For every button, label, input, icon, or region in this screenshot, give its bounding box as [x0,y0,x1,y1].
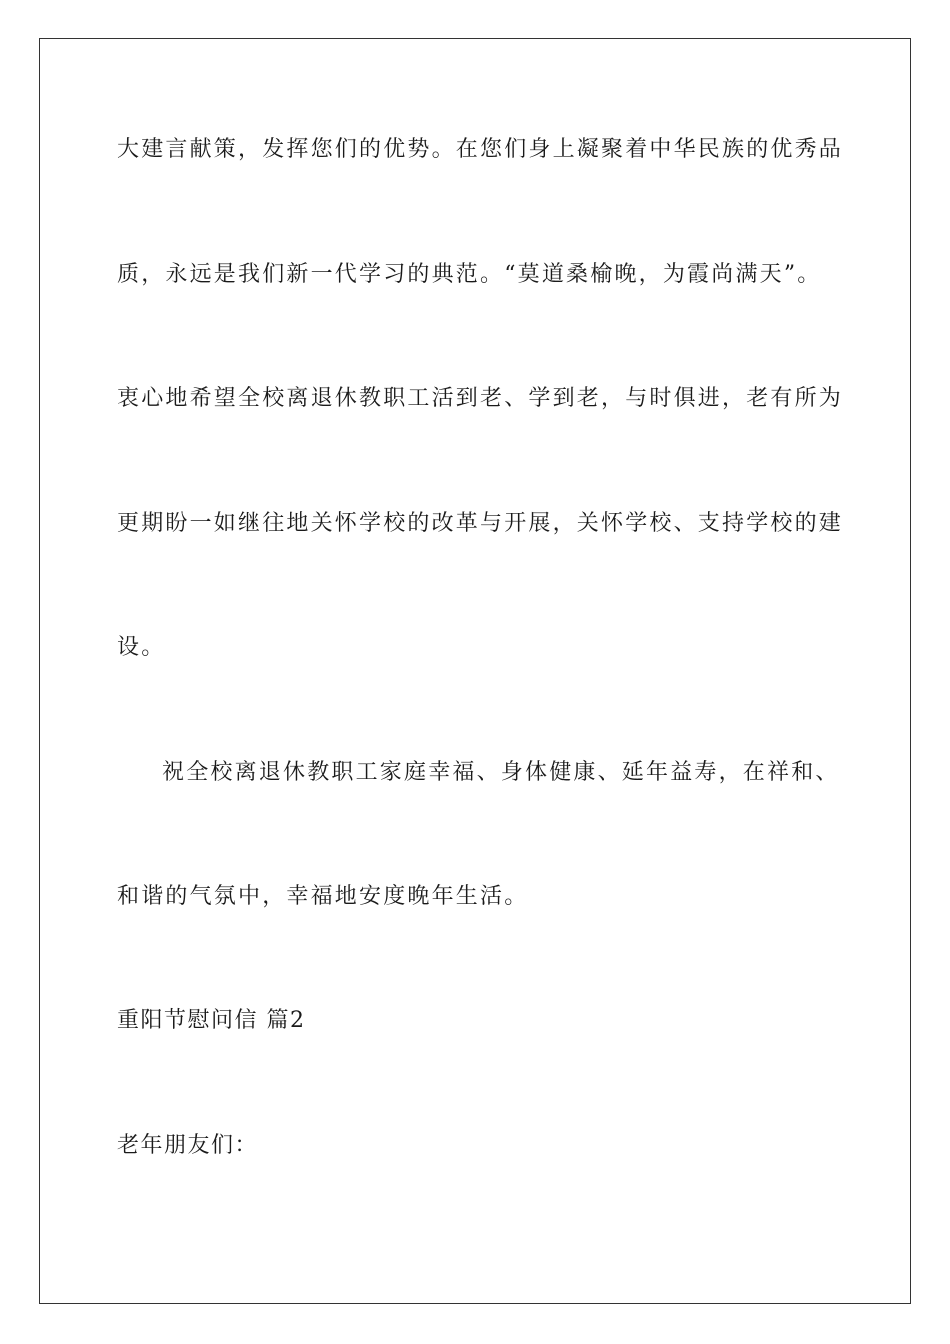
body-text-line-2: 质，永远是我们新一代学习的典范。“莫道桑榆晚，为霞尚满天”。 [117,262,822,287]
salutation: 老年朋友们： [117,1133,259,1158]
page-border [39,38,911,1304]
body-text-line-5: 设。 [117,635,166,660]
section-heading: 重阳节慰问信 篇2 [117,1008,306,1033]
body-text-line-1: 大建言献策，发挥您们的优势。在您们身上凝聚着中华民族的优秀品 [117,137,844,162]
body-text-line-6: 祝全校离退休教职工家庭幸福、身体健康、延年益寿，在祥和、 [162,760,840,785]
body-text-line-4: 更期盼一如继往地关怀学校的改革与开展，关怀学校、支持学校的建 [117,511,844,536]
body-text-line-7: 和谐的气氛中，幸福地安度晚年生活。 [117,884,529,909]
body-text-line-3: 衷心地希望全校离退休教职工活到老、学到老，与时俱进，老有所为 [117,386,844,411]
